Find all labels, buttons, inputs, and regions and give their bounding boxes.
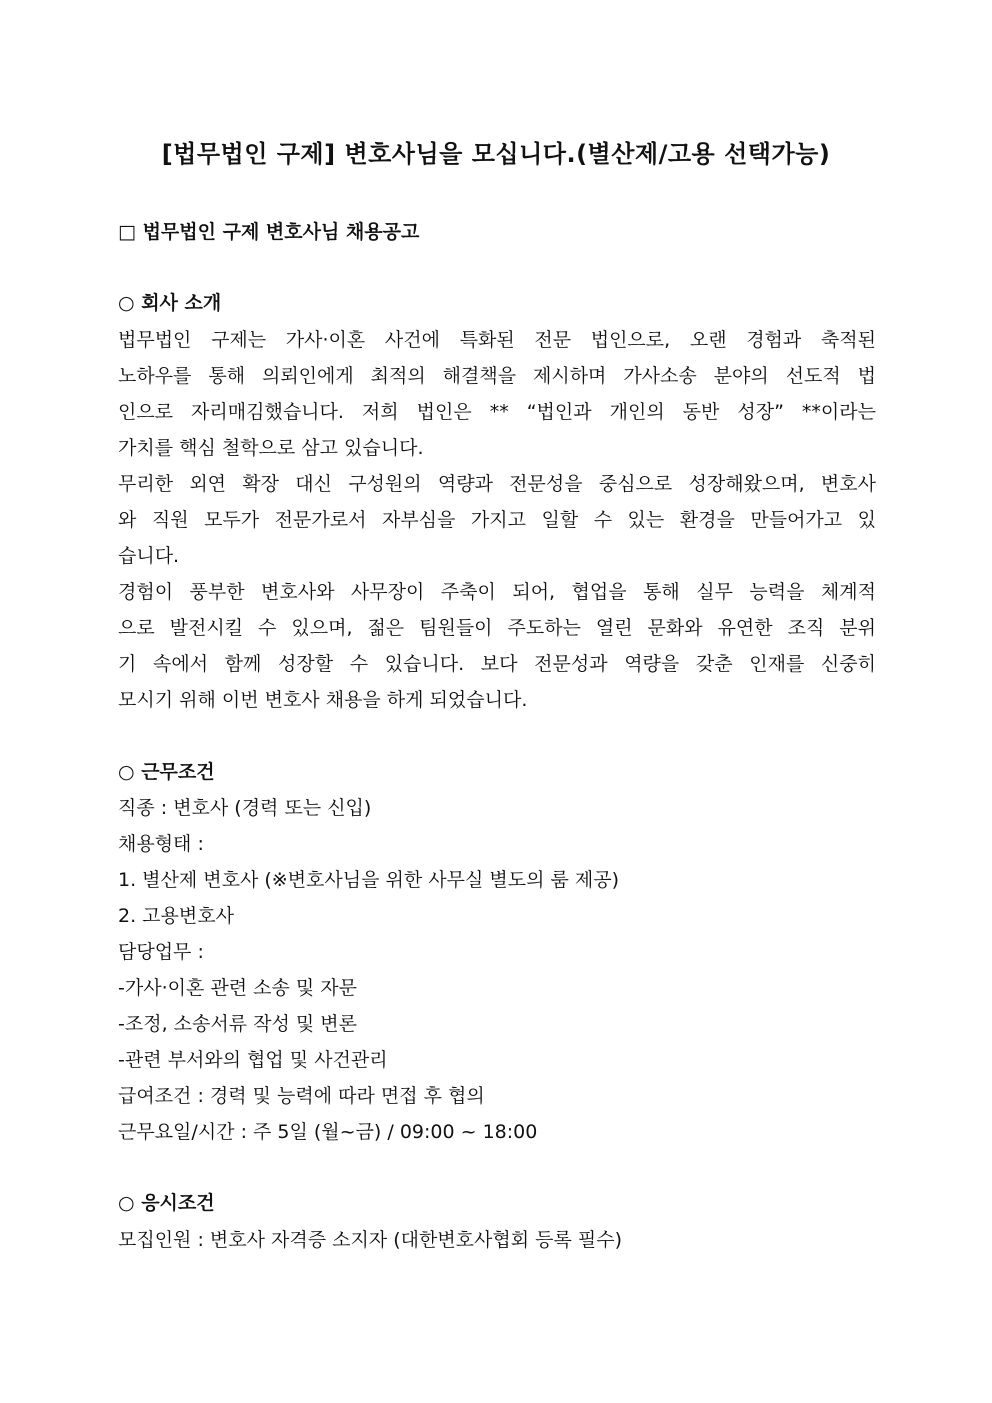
page-title: [법무법인 구제] 변호사님을 모십니다.(별산제/고용 선택가능) [161,140,831,168]
paragraph-line: 가치를 핵심 철학으로 삼고 있습니다. [118,437,424,459]
condition-line: 담당업무 : [118,941,204,963]
paragraph-line: 노하우를 통해 의뢰인에게 최적의 해결책을 제시하며 가사소송 분야의 선도적 법 [118,365,876,387]
condition-line: -조정, 소송서류 작성 및 변론 [118,1013,357,1035]
paragraph-line: 기 속에서 함께 성장할 수 있습니다. 보다 전문성과 역량을 갖춘 인재를 신중히 [118,653,876,675]
condition-line: 1. 별산제 변호사 (※변호사님을 위한 사무실 별도의 룸 제공) [118,869,619,891]
paragraph-line: 습니다. [118,545,180,567]
paragraph-line: 무리한 외연 확장 대신 구성원의 역량과 전문성을 중심으로 성장해왔으며, 변호사 [118,473,876,495]
company-intro-body [118,322,876,718]
condition-line: 급여조건 : 경력 및 능력에 따라 면접 후 협의 [118,1085,485,1107]
posting-subheading: □ 법무법인 구제 변호사님 채용공고 [118,221,420,243]
paragraph-line: 와 직원 모두가 전문가로서 자부심을 가지고 일할 수 있는 환경을 만들어가고 있 [118,509,876,531]
condition-line: 모집인원 : 변호사 자격증 소지자 (대한변호사협회 등록 필수) [118,1229,623,1251]
condition-line: 채용형태 : [118,833,204,855]
paragraph-line: 으로 발전시킬 수 있으며, 젊은 팀원들이 주도하는 열린 문화와 유연한 조직 분위 [118,617,876,639]
condition-line: 2. 고용변호사 [118,905,234,927]
paragraph-line: 경험이 풍부한 변호사와 사무장이 주축이 되어, 협업을 통해 실무 능력을 체계적 [118,581,876,603]
condition-line: -관련 부서와의 협업 및 사건관리 [118,1049,388,1071]
eligibility-body [118,1222,876,1258]
paragraph-line: 법무법인 구제는 가사·이혼 사건에 특화된 전문 법인으로, 오랜 경험과 축적된 [118,329,876,351]
section-heading-company-intro: ○ 회사 소개 [118,292,222,314]
condition-line: -가사·이혼 관련 소송 및 자문 [118,977,357,999]
work-conditions-body [118,790,876,1150]
paragraph-line: 인으로 자리매김했습니다. 저희 법인은 ** “법인과 개인의 동반 성장” **이라는 [118,401,876,423]
section-heading-eligibility: ○ 응시조건 [118,1192,215,1214]
paragraph-line: 모시기 위해 이번 변호사 채용을 하게 되었습니다. [118,689,528,711]
condition-line: 직종 : 변호사 (경력 또는 신입) [118,797,372,819]
section-heading-work-conditions: ○ 근무조건 [118,761,215,783]
condition-line: 근무요일/시간 : 주 5일 (월~금) / 09:00 ~ 18:00 [118,1121,538,1143]
